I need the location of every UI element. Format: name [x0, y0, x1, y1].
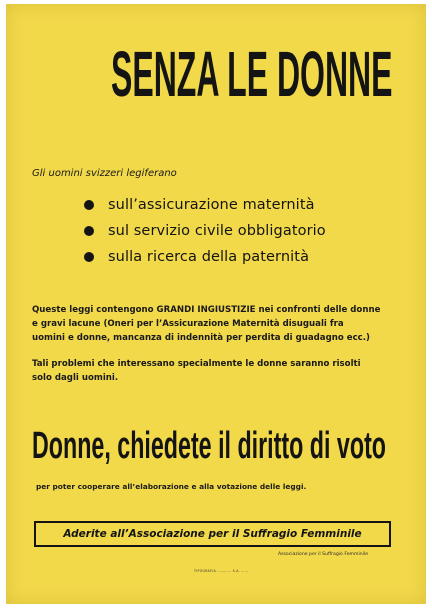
slogan-subtext: per poter cooperare all’elaborazione e alla votazione delle leggi. [36, 482, 307, 491]
bullet-item [84, 192, 326, 218]
printer-credit: TIPOGRAFIA ………… S.A. …… [194, 569, 249, 573]
bullet-list [84, 192, 326, 270]
paragraph-line: Queste leggi contengono GRANDI INGIUSTIZIE nei confronti delle donne [32, 305, 381, 315]
slogan-headline: Donne, chiedete il diritto di voto [32, 425, 387, 467]
bullet-dot-icon [84, 200, 94, 210]
join-association-box: Aderite all’Associazione per il Suffragio Femminile [34, 521, 391, 547]
association-credit: Associazione per il Suffragio Femminile [278, 552, 369, 557]
intro-text: Gli uomini svizzeri legiferano [32, 168, 177, 179]
paragraph-line: e gravi lacune (Oneri per l’Assicurazione Maternità disuguali fra [32, 319, 344, 329]
poster-sheet [6, 4, 426, 604]
bullet-item [84, 244, 326, 270]
poster-headline: SENZA LE DONNE [111, 38, 393, 110]
bullet-text: sulla ricerca della paternità [108, 249, 310, 265]
bullet-text: sul servizio civile obbligatorio [108, 223, 326, 239]
paragraph-line: uomini e donne, mancanza di indennità per perdita di guadagno ecc.) [32, 333, 370, 343]
bullet-dot-icon [84, 226, 94, 236]
paragraph-line: Tali problemi che interessano specialmente le donne saranno risolti [32, 359, 361, 369]
paragraph-injustices [32, 303, 408, 345]
paragraph-line: solo dagli uomini. [32, 373, 119, 383]
bullet-item [84, 218, 326, 244]
bullet-text: sull’assicurazione maternità [108, 197, 315, 213]
paragraph-problems [32, 357, 392, 385]
bullet-dot-icon [84, 252, 94, 262]
